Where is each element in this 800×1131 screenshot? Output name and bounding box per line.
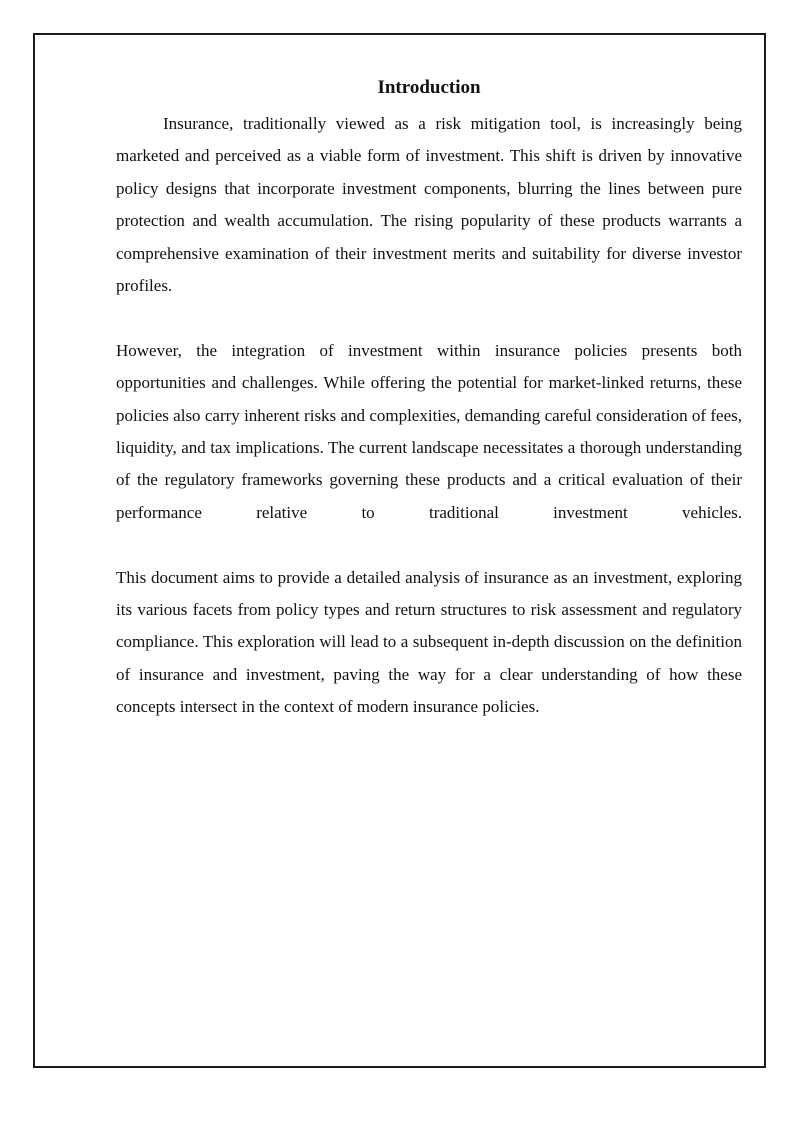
paragraph-spacer — [116, 302, 742, 334]
paragraph-1: Insurance, traditionally viewed as a risk mitigation tool, is increasingly being marketed and perceived as a viable form of investment. This shift is driven by innovative policy designs that incorporate investment components, blurring the lines between pure protection and wealth accumulation. The rising popularity of these products warrants a comprehensive examination of their investment merits and suitability for diverse investor profiles. — [116, 114, 742, 296]
paragraph-spacer — [116, 529, 742, 561]
document-title: Introduction — [377, 77, 481, 98]
paragraph-2: However, the integration of investment within insurance policies presents both opportunities and challenges. While offering the potential for market-linked returns, these policies also carry inherent risks and complexities, demanding careful consideration of fees, liquidity, and tax implications. The current landscape necessitates a thorough understanding of the regulatory frameworks governing these products and a critical evaluation of their performance relative to traditional investment vehicles. — [116, 340, 742, 522]
paragraph-3: This document aims to provide a detailed analysis of insurance as an investment, exploring its various facets from policy types and return structures to risk assessment and regulatory compliance. This exploration will lead to a subsequent in-depth discussion on the definition of insurance and investment, paving the way for a clear understanding of how these concepts intersect in the context of modern insurance policies. — [116, 567, 742, 717]
document-body — [116, 74, 742, 724]
